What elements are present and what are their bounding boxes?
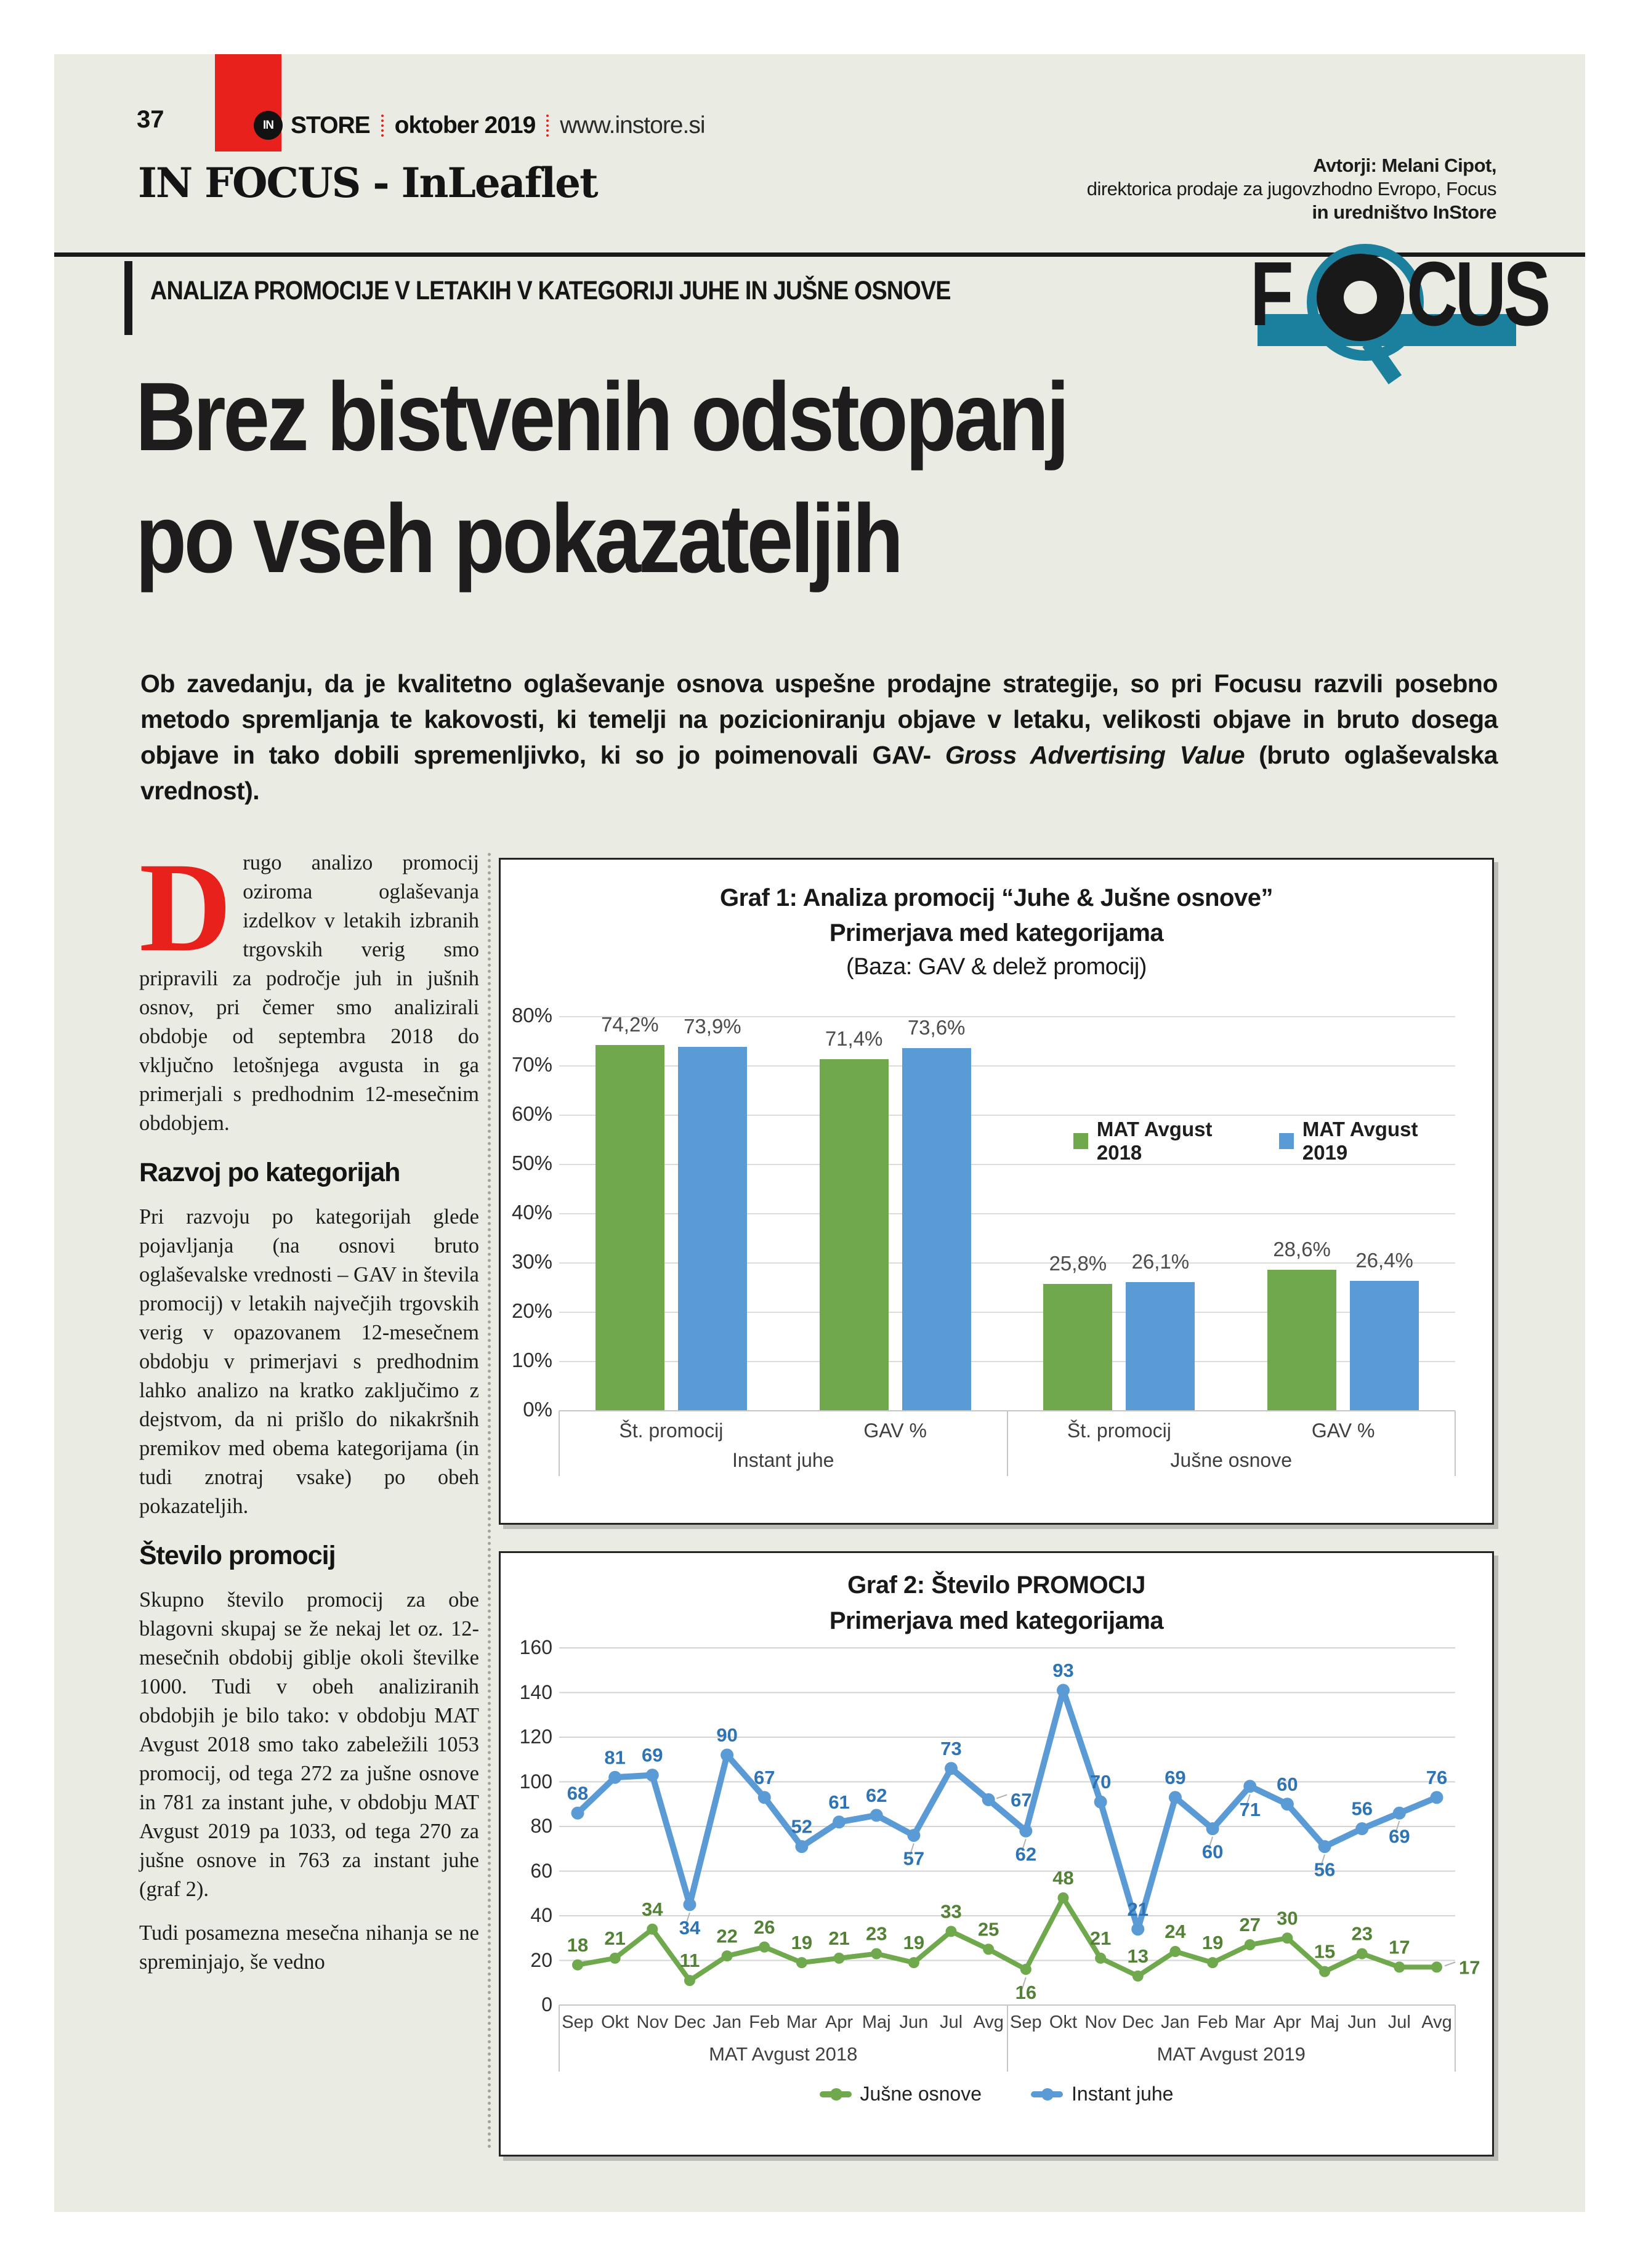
masthead-issue: oktober 2019	[394, 112, 536, 139]
month-label: Feb	[1197, 2012, 1229, 2032]
data-point	[983, 1943, 994, 1955]
y-axis-tick: 0%	[523, 1398, 552, 1421]
masthead-website: www.instore.si	[560, 112, 705, 139]
y-axis-tick: 140	[519, 1681, 552, 1703]
focus-logo	[1250, 243, 1548, 374]
data-point	[1318, 1840, 1331, 1853]
legend-item	[1279, 1118, 1455, 1164]
data-point	[1319, 1966, 1330, 1977]
data-point	[946, 1926, 957, 1937]
instore-circle-logo: IN	[254, 111, 283, 140]
data-point	[870, 1809, 883, 1822]
group-label: Instant juhe	[732, 1449, 834, 1471]
data-point	[1355, 1822, 1368, 1835]
data-label: 21	[1089, 1927, 1112, 1949]
bar-value-label: 73,6%	[907, 1016, 966, 1039]
bar-value-label: 28,6%	[1273, 1238, 1331, 1261]
bar-value-label: 71,4%	[825, 1027, 883, 1050]
data-point	[1393, 1807, 1406, 1820]
legend-label: MAT Avgust 2018	[1096, 1118, 1213, 1164]
data-label: 60	[1277, 1773, 1298, 1795]
month-label: Apr	[1273, 2012, 1301, 2032]
intro-text: Ob zavedanju, da je kvalitetno oglaševanje osnova uspešne prodajne strategije, so pri Focusu razvili posebno metodo spremljanja te kakovosti, ki temelji na pozicioniranju objave v letaku, velikosti objave in bruto dosega objave in tako dobili spremenljivko, ki so jo poimenovali GAV-	[140, 669, 1498, 769]
masthead	[291, 112, 705, 139]
group-label: MAT Avgust 2019	[1157, 2043, 1306, 2065]
graf2-plot-area	[559, 1648, 1480, 2065]
data-point	[796, 1957, 807, 1968]
data-label: 21	[828, 1927, 850, 1949]
data-point	[1169, 1946, 1181, 1957]
data-label: 17	[1459, 1956, 1480, 1979]
data-point	[1243, 1780, 1256, 1793]
bar-value-label: 26,1%	[1131, 1250, 1190, 1273]
data-point	[1057, 1892, 1068, 1903]
data-label: 52	[791, 1815, 813, 1838]
authors-line3: in uredništvo InStore	[1312, 201, 1496, 223]
data-point	[1095, 1953, 1106, 1964]
bar-MAT-Avgust-2019	[678, 1047, 747, 1411]
y-axis-tick: 60%	[511, 1102, 552, 1125]
data-point	[758, 1791, 771, 1804]
bar-MAT-Avgust-2018	[1043, 1284, 1112, 1411]
kicker-marker-bar	[124, 261, 132, 335]
y-axis-tick: 60	[530, 1859, 552, 1882]
legend-dot-icon	[830, 2088, 842, 2101]
headline	[135, 356, 1219, 600]
data-point	[1169, 1791, 1182, 1804]
dotted-separator-icon	[546, 115, 549, 137]
y-axis-tick: 80	[530, 1815, 552, 1837]
bar-value-label: 25,8%	[1049, 1251, 1107, 1275]
data-point	[610, 1953, 621, 1964]
month-label: Jul	[939, 2012, 963, 2032]
data-label: 19	[903, 1932, 925, 1954]
data-point	[1207, 1957, 1218, 1968]
y-axis-tick: 40	[530, 1904, 552, 1926]
data-label: 21	[604, 1927, 626, 1949]
label-leader	[996, 1795, 1007, 1799]
legend-label: MAT Avgust 2019	[1302, 1118, 1418, 1164]
month-label: Mar	[786, 2012, 817, 2032]
bar-MAT-Avgust-2019	[1350, 1281, 1419, 1411]
month-label: Jun	[899, 2012, 929, 2032]
dotted-separator-icon	[381, 115, 384, 137]
month-label: Nov	[1084, 2012, 1116, 2032]
graf2-title-line1: Graf 2: Število PROMOCIJ	[847, 1572, 1145, 1599]
data-label: 23	[865, 1923, 887, 1945]
data-label: 71	[1239, 1798, 1261, 1820]
article-column	[139, 836, 479, 1992]
data-label: 93	[1052, 1659, 1074, 1681]
data-label: 13	[1127, 1945, 1149, 1967]
axis-separator	[1007, 1411, 1008, 1476]
data-label: 25	[977, 1918, 999, 1940]
data-label: 62	[1015, 1843, 1037, 1865]
authors-line2: direktorica prodaje za jugovzhodno Evropo, Focus	[1086, 178, 1496, 200]
month-label: Jun	[1347, 2012, 1377, 2032]
month-label: Nov	[636, 2012, 669, 2032]
page-number: 37	[137, 106, 164, 133]
bar-MAT-Avgust-2018	[820, 1059, 889, 1411]
month-label: Dec	[674, 2012, 706, 2032]
legend-dot-icon	[1041, 2088, 1054, 2101]
data-label: 57	[903, 1847, 925, 1870]
data-label: 90	[716, 1724, 738, 1746]
data-point	[908, 1957, 919, 1968]
intro-paragraph	[140, 666, 1498, 809]
month-label: Mar	[1234, 2012, 1266, 2032]
y-axis-tick: 10%	[511, 1349, 552, 1371]
legend-item	[820, 2083, 982, 2105]
focus-logo-letter-o	[1317, 254, 1404, 341]
y-axis-tick: 30%	[511, 1250, 552, 1273]
y-axis-tick: 120	[519, 1725, 552, 1748]
data-label: 16	[1015, 1982, 1037, 2003]
graf2-legend	[501, 2083, 1492, 2105]
month-label: Jan	[1161, 2012, 1190, 2032]
data-label: 68	[567, 1782, 589, 1804]
subhead-razvoj: Razvoj po kategorijah	[139, 1158, 400, 1187]
data-point	[795, 1840, 808, 1853]
data-point	[1131, 1923, 1144, 1935]
bar-value-label: 26,4%	[1355, 1248, 1413, 1272]
subhead-stevilo: Število promocij	[139, 1541, 336, 1570]
data-point	[1431, 1791, 1443, 1804]
data-label: 24	[1165, 1921, 1186, 1942]
data-point	[1094, 1796, 1107, 1809]
category-label: GAV %	[1311, 1419, 1375, 1442]
data-label: 69	[1165, 1766, 1186, 1788]
masthead-brand: STORE	[291, 112, 370, 139]
y-axis-tick: 100	[519, 1770, 552, 1793]
data-point	[1281, 1798, 1294, 1810]
month-label: Jan	[713, 2012, 741, 2032]
y-axis-tick: 20%	[511, 1299, 552, 1322]
y-axis-tick: 40%	[511, 1201, 552, 1224]
data-point	[1394, 1961, 1405, 1972]
data-label: 56	[1351, 1798, 1373, 1820]
category-label: Št. promocij	[1067, 1419, 1171, 1442]
paragraph-4: Tudi posamezna mesečna nihanja se ne spreminjajo, še vedno	[139, 1921, 479, 1974]
graf1-title-line3: (Baza: GAV & delež promocij)	[846, 954, 1147, 980]
data-label: 60	[1201, 1841, 1224, 1863]
month-label: Okt	[1049, 2012, 1078, 2032]
category-label: Št. promocij	[619, 1419, 724, 1442]
data-label: 30	[1277, 1907, 1298, 1929]
data-label: 23	[1351, 1923, 1373, 1945]
authors-line1: Avtorji: Melani Cipot,	[1313, 155, 1496, 176]
headline-line2: po vseh pokazateljih	[135, 485, 901, 593]
bar-MAT-Avgust-2018	[595, 1045, 664, 1411]
headline-line1: Brez bistvenih odstopanj	[135, 363, 1067, 471]
month-label: Sep	[562, 2012, 594, 2032]
drop-cap: D	[139, 836, 232, 978]
bar-value-label: 73,9%	[684, 1014, 741, 1038]
graf1-legend	[1073, 1118, 1455, 1164]
data-label: 69	[1389, 1825, 1410, 1847]
data-label: 33	[940, 1900, 962, 1923]
graf2-title-line2: Primerjava med kategorijama	[829, 1607, 1164, 1634]
data-point	[1132, 1971, 1144, 1982]
data-label: 69	[642, 1744, 663, 1766]
line-Instant-juhe	[578, 1690, 1437, 1929]
graf2-box	[499, 1551, 1494, 2157]
graf1-title-line2: Primerjava med kategorijama	[829, 919, 1164, 946]
month-label: Dec	[1121, 2012, 1154, 2032]
y-axis-tick: 50%	[511, 1152, 552, 1174]
legend-item	[1031, 2083, 1173, 2105]
data-label: 26	[754, 1916, 775, 1938]
data-label: 17	[1389, 1936, 1410, 1958]
group-label: Jušne osnove	[1170, 1449, 1292, 1471]
paragraph-3: Skupno število promocij za obe blagovni skupaj se že nekaj let oz. 12-mesečnih obdobij giblje okoli številke 1000. Tudi v obeh analiziranih obdobjih je bilo tako: v obdobju MAT Avgust 2018 smo tako zabeležili 1053 promocij, od tega 272 za jušne osnove in 781 za instant juhe, v obdobju MAT Avgust 2019 pa 1033, od tega 270 za jušne osnove in 763 za instant juhe (graf 2).	[139, 1588, 479, 1901]
data-point	[834, 1953, 845, 1964]
category-label: GAV %	[863, 1419, 927, 1442]
data-point	[1357, 1948, 1368, 1959]
section-title: IN FOCUS - InLeaflet	[138, 159, 597, 207]
intro-italic: Gross Advertising Value	[945, 741, 1245, 769]
legend-label: Jušne osnove	[860, 2083, 982, 2105]
data-point	[871, 1948, 882, 1959]
legend-swatch-icon	[1073, 1133, 1088, 1149]
legend-line-marker-icon	[1031, 2091, 1063, 2097]
graf1-title-line1: Graf 1: Analiza promocij “Juhe & Jušne osnove”	[720, 884, 1273, 911]
legend-item	[1073, 1118, 1249, 1164]
authors-block	[856, 154, 1496, 224]
label-leader	[1445, 1962, 1455, 1966]
focus-logo-letter-f: F	[1250, 243, 1292, 345]
data-point	[759, 1942, 770, 1953]
group-label: MAT Avgust 2018	[709, 2043, 858, 2065]
bar-value-label: 74,2%	[601, 1013, 659, 1036]
legend-swatch-icon	[1279, 1133, 1294, 1149]
y-axis-tick: 0	[541, 1993, 552, 2016]
month-label: Avg	[1421, 2012, 1452, 2032]
y-axis-tick: 20	[530, 1948, 552, 1971]
data-label: 62	[865, 1784, 887, 1806]
graf2-svg	[559, 1648, 1480, 2005]
axis-separator	[1455, 1411, 1456, 1476]
month-label: Maj	[1310, 2012, 1339, 2032]
data-label: 81	[604, 1746, 626, 1769]
data-point	[1206, 1822, 1219, 1835]
data-label: 11	[679, 1950, 700, 1972]
data-point	[1245, 1939, 1256, 1950]
data-label: 34	[642, 1898, 663, 1920]
month-label: Sep	[1010, 2012, 1042, 2032]
paragraph-2: Pri razvoju po kategorijah glede pojavljanja (na osnovi bruto oglaševalske vrednosti – GAV in števila promocij) v letakih največjih trgovskih verig v opazovanem 12-mesečnem obdobju v primerjavi s predhodnim lahko analizo na kratko zaključimo z dejstvom, da ni prišlo do nikakršnih premikov med obema kategorijama (in tudi znotraj vsake) po obeh pokazateljih.	[139, 1205, 479, 1518]
y-axis-tick: 80%	[511, 1004, 552, 1027]
data-label: 21	[1127, 1898, 1149, 1920]
kicker: ANALIZA PROMOCIJE V LETAKIH V KATEGORIJI JUHE IN JUŠNE OSNOVE	[150, 276, 951, 305]
data-label: 76	[1426, 1766, 1448, 1788]
graf1-box	[499, 858, 1494, 1525]
data-point	[982, 1793, 995, 1806]
data-point	[907, 1829, 920, 1842]
data-point	[833, 1815, 846, 1828]
data-point	[1057, 1684, 1070, 1697]
data-label: 61	[828, 1791, 850, 1813]
graf1-plot-area	[559, 1013, 1455, 1471]
data-label: 19	[791, 1932, 813, 1954]
data-point	[945, 1762, 958, 1775]
bar-MAT-Avgust-2018	[1267, 1270, 1336, 1411]
data-point	[647, 1924, 658, 1935]
month-label: Avg	[973, 2012, 1004, 2032]
data-label: 22	[716, 1925, 738, 1947]
data-point	[721, 1749, 733, 1762]
data-point	[722, 1950, 733, 1961]
focus-logo-letters-cus: CUS	[1407, 243, 1548, 345]
month-label: Okt	[601, 2012, 629, 2032]
month-label: Feb	[749, 2012, 780, 2032]
data-point	[683, 1898, 696, 1911]
month-label: Maj	[862, 2012, 891, 2032]
legend-label: Instant juhe	[1072, 2083, 1174, 2105]
data-point	[1020, 1964, 1031, 1975]
data-point	[1431, 1961, 1442, 1972]
data-label: 70	[1089, 1771, 1112, 1793]
data-label: 19	[1201, 1932, 1224, 1954]
data-label: 56	[1314, 1858, 1336, 1881]
data-label: 48	[1052, 1867, 1074, 1889]
data-label: 67	[754, 1766, 775, 1788]
data-point	[684, 1975, 695, 1986]
data-label: 15	[1314, 1940, 1336, 1963]
data-label: 18	[567, 1934, 589, 1956]
axis-separator	[559, 1411, 560, 1476]
y-axis-tick: 70%	[511, 1053, 552, 1076]
data-label: 67	[1011, 1789, 1032, 1811]
paragraph-1: Drugo analizo promocij oziroma oglaševanja izdelkov v letakih izbranih trgovskih verig smo pripravili za področje juh in jušnih osnov, pri čemer smo analizirali obdobje od septembra 2018 do vključno letošnjega avgusta in ga primerjali s predhodnim 12-mesečnim obdobjem.	[139, 836, 479, 1135]
y-axis-tick: 160	[519, 1636, 552, 1658]
month-label: Jul	[1387, 2012, 1411, 2032]
data-point	[572, 1959, 583, 1971]
data-point	[646, 1769, 659, 1782]
data-point	[571, 1807, 584, 1820]
line-Jušne-osnove	[578, 1898, 1437, 1980]
legend-line-marker-icon	[820, 2091, 852, 2097]
bar-MAT-Avgust-2019	[902, 1048, 971, 1411]
data-label: 34	[679, 1916, 701, 1939]
intro-after-italic: (bruto oglaševalska vrednost).	[140, 741, 1498, 805]
data-label: 27	[1239, 1914, 1261, 1936]
bar-MAT-Avgust-2019	[1126, 1282, 1195, 1411]
data-point	[1282, 1932, 1293, 1943]
month-label: Apr	[825, 2012, 854, 2032]
data-point	[1019, 1825, 1032, 1838]
data-label: 73	[940, 1737, 962, 1759]
data-point	[608, 1771, 621, 1784]
column-divider	[488, 853, 491, 2149]
